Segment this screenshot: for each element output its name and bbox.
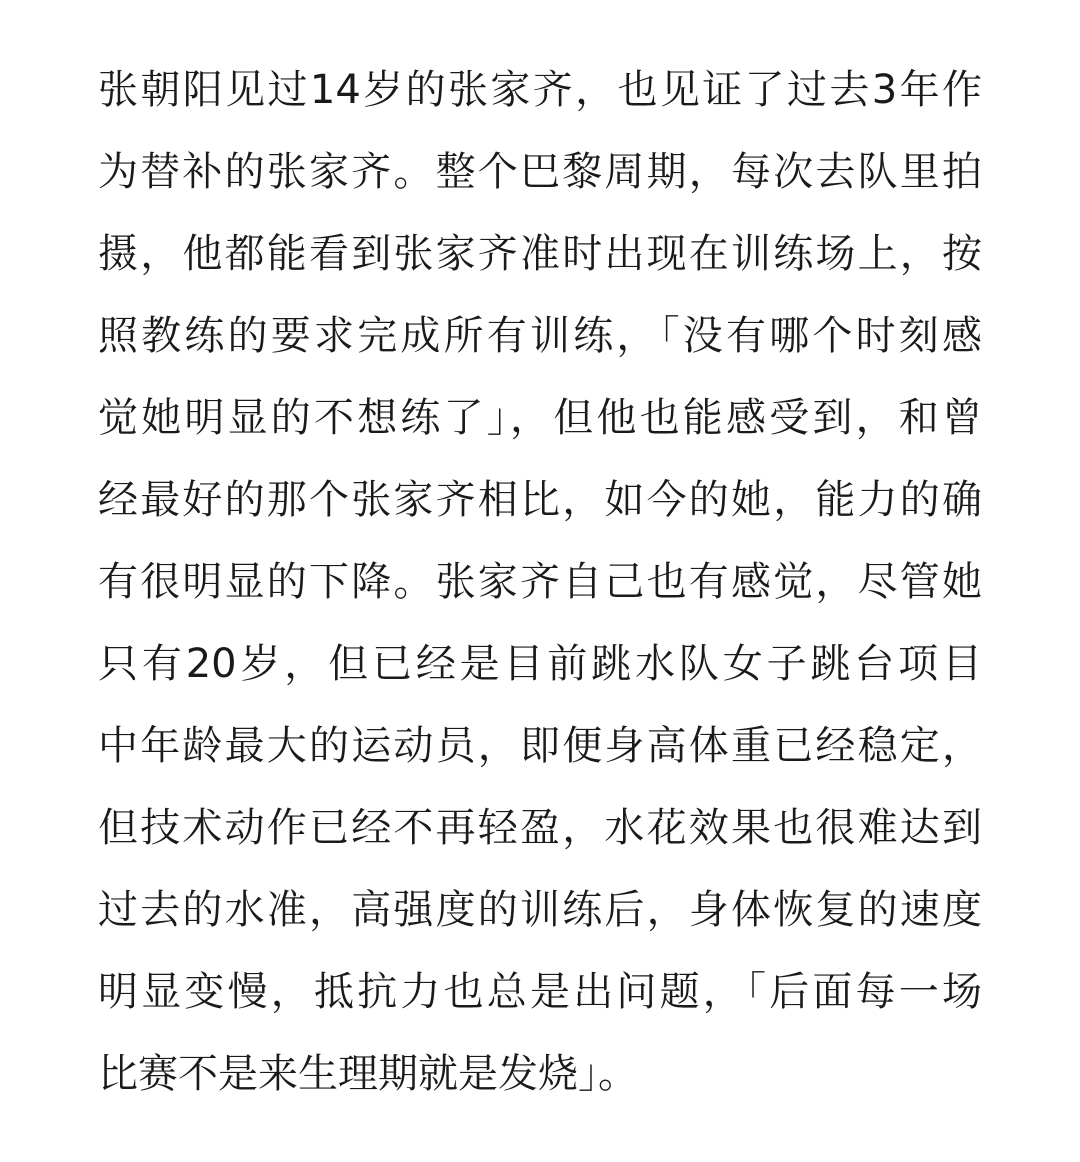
paragraph-line: 为替补的张家齐。整个巴黎周期，每次去队里拍 [98, 149, 982, 195]
paragraph-line: 只有20岁，但已经是目前跳水队女子跳台项目 [98, 641, 982, 687]
article-paragraph [98, 58, 982, 1124]
paragraph-line: 过去的水准，高强度的训练后，身体恢复的速度 [98, 887, 982, 933]
paragraph-line: 张朝阳见过14岁的张家齐，也见证了过去3年作 [98, 67, 982, 113]
paragraph-line: 经最好的那个张家齐相比，如今的她，能力的确 [98, 477, 982, 523]
paragraph-line: 但技术动作已经不再轻盈，水花效果也很难达到 [98, 805, 982, 851]
paragraph-line: 摄，他都能看到张家齐准时出现在训练场上，按 [98, 231, 982, 277]
paragraph-line: 明显变慢，抵抗力也总是出问题，「后面每一场 [98, 969, 982, 1015]
paragraph-line: 中年龄最大的运动员，即便身高体重已经稳定， [98, 723, 982, 769]
paragraph-line: 照教练的要求完成所有训练，「没有哪个时刻感 [98, 313, 982, 359]
paragraph-line: 觉她明显的不想练了」，但他也能感受到，和曾 [98, 395, 982, 441]
paragraph-line: 有很明显的下降。张家齐自己也有感觉，尽管她 [98, 559, 982, 605]
paragraph-line-last: 比赛不是来生理期就是发烧」。 [98, 1051, 638, 1097]
